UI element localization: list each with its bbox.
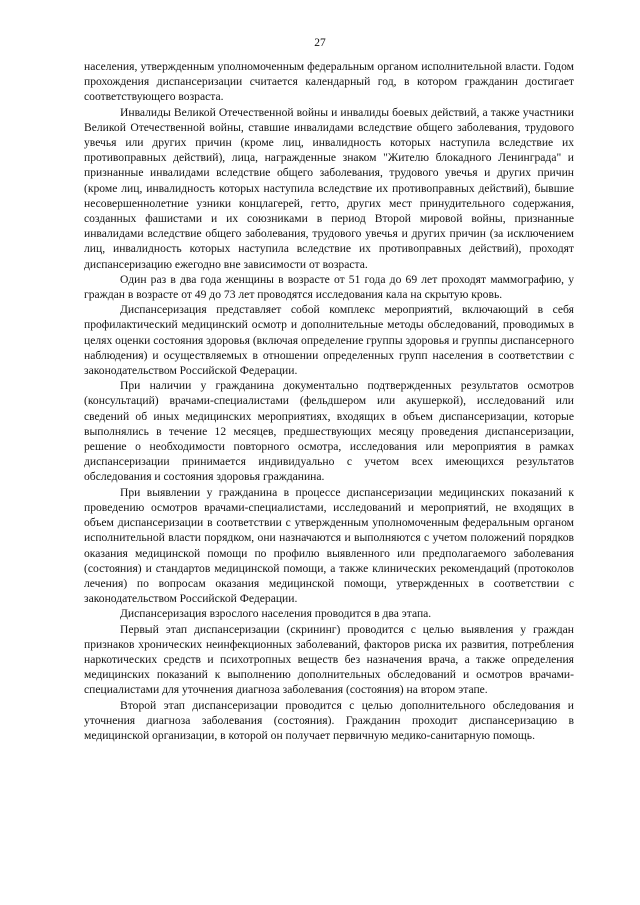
paragraph: При выявлении у гражданина в процессе диспансеризации медицинских показаний к проведению осмотров врачами-специалистами, исследований и мероприятий, не входящих в объем диспансеризации в соответствии с утвержденным уполномоченным федеральным органом исполнительной власти порядком, они назначаются и выполняются с учетом положений порядков оказания медицинской помощи по профилю выявленного или предполагаемого заболевания (состояния) и стандартов медицинской помощи, а также клинических рекомендаций (протоколов лечения) по вопросам оказания медицинской помощи, утвержденных в соответствии с законодательством Российской Федерации.: [84, 485, 574, 606]
paragraph: При наличии у гражданина документально подтвержденных результатов осмотров (консультаций) врачами-специалистами (фельдшером или акушеркой), исследований или сведений об иных медицинских мероприятиях, входящих в объем диспансеризации, которые выполнялись в течение 12 месяцев, предшествующих месяцу проведения диспансеризации, решение о необходимости повторного осмотра, исследования или мероприятия в рамках диспансеризации принимается индивидуально с учетом всех имеющихся результатов обследования и состояния здоровья гражданина.: [84, 379, 574, 484]
paragraph: Первый этап диспансеризации (скрининг) проводится с целью выявления у граждан признаков хронических неинфекционных заболеваний, факторов риска их развития, потребления наркотических средств и психотропных веществ без назначения врача, а также определения медицинских показаний к выполнению дополнительных обследований и осмотров врачами-специалистами для уточнения диагноза заболевания (состояния) на втором этапе.: [84, 622, 574, 697]
document-body: [84, 59, 574, 743]
paragraph: Второй этап диспансеризации проводится с целью дополнительного обследования и уточнения диагноза заболевания (состояния). Гражданин проходит диспансеризацию в медицинской организации, в которой он получает первичную медико-санитарную помощь.: [84, 698, 574, 742]
paragraph: населения, утвержденным уполномоченным федеральным органом исполнительной власти. Годом прохождения диспансеризации считается календарный год, в котором гражданин достигает соответствующего возраста.: [84, 60, 574, 104]
page-number: 27: [314, 37, 326, 49]
paragraph: Диспансеризация взрослого населения проводится в два этапа.: [120, 607, 432, 621]
paragraph: Диспансеризация представляет собой комплекс мероприятий, включающий в себя профилактический медицинский осмотр и дополнительные методы обследований, проводимых в целях оценки состояния здоровья (включая определение группы здоровья и группы диспансерного наблюдения) и осуществляемых в отношении определенных групп населения в соответствии с законодательством Российской Федерации.: [84, 303, 574, 378]
paragraph: Один раз в два года женщины в возрасте от 51 года до 69 лет проходят маммографию, у граждан в возрасте от 49 до 73 лет проводятся исследования кала на скрытую кровь.: [84, 272, 574, 302]
paragraph: Инвалиды Великой Отечественной войны и инвалиды боевых действий, а также участники Великой Отечественной войны, ставшие инвалидами вследствие общего заболевания, трудового увечья или других причин (кроме лиц, инвалидность которых наступила вследствие их противоправных действий), лица, награжденные знаком "Жителю блокадного Ленинграда" и признанные инвалидами вследствие общего заболевания, трудового увечья и других причин (кроме лиц, инвалидность которых наступила вследствие их противоправных действий), бывшие несовершеннолетние узники концлагерей, гетто, других мест принудительного содержания, созданных фашистами и их союзниками в период Второй мировой войны, признанные инвалидами вследствие общего заболевания, трудового увечья и других причин (за исключением лиц, инвалидность которых наступила вследствие их противоправных действий), проходят диспансеризацию ежегодно вне зависимости от возраста.: [84, 105, 574, 271]
